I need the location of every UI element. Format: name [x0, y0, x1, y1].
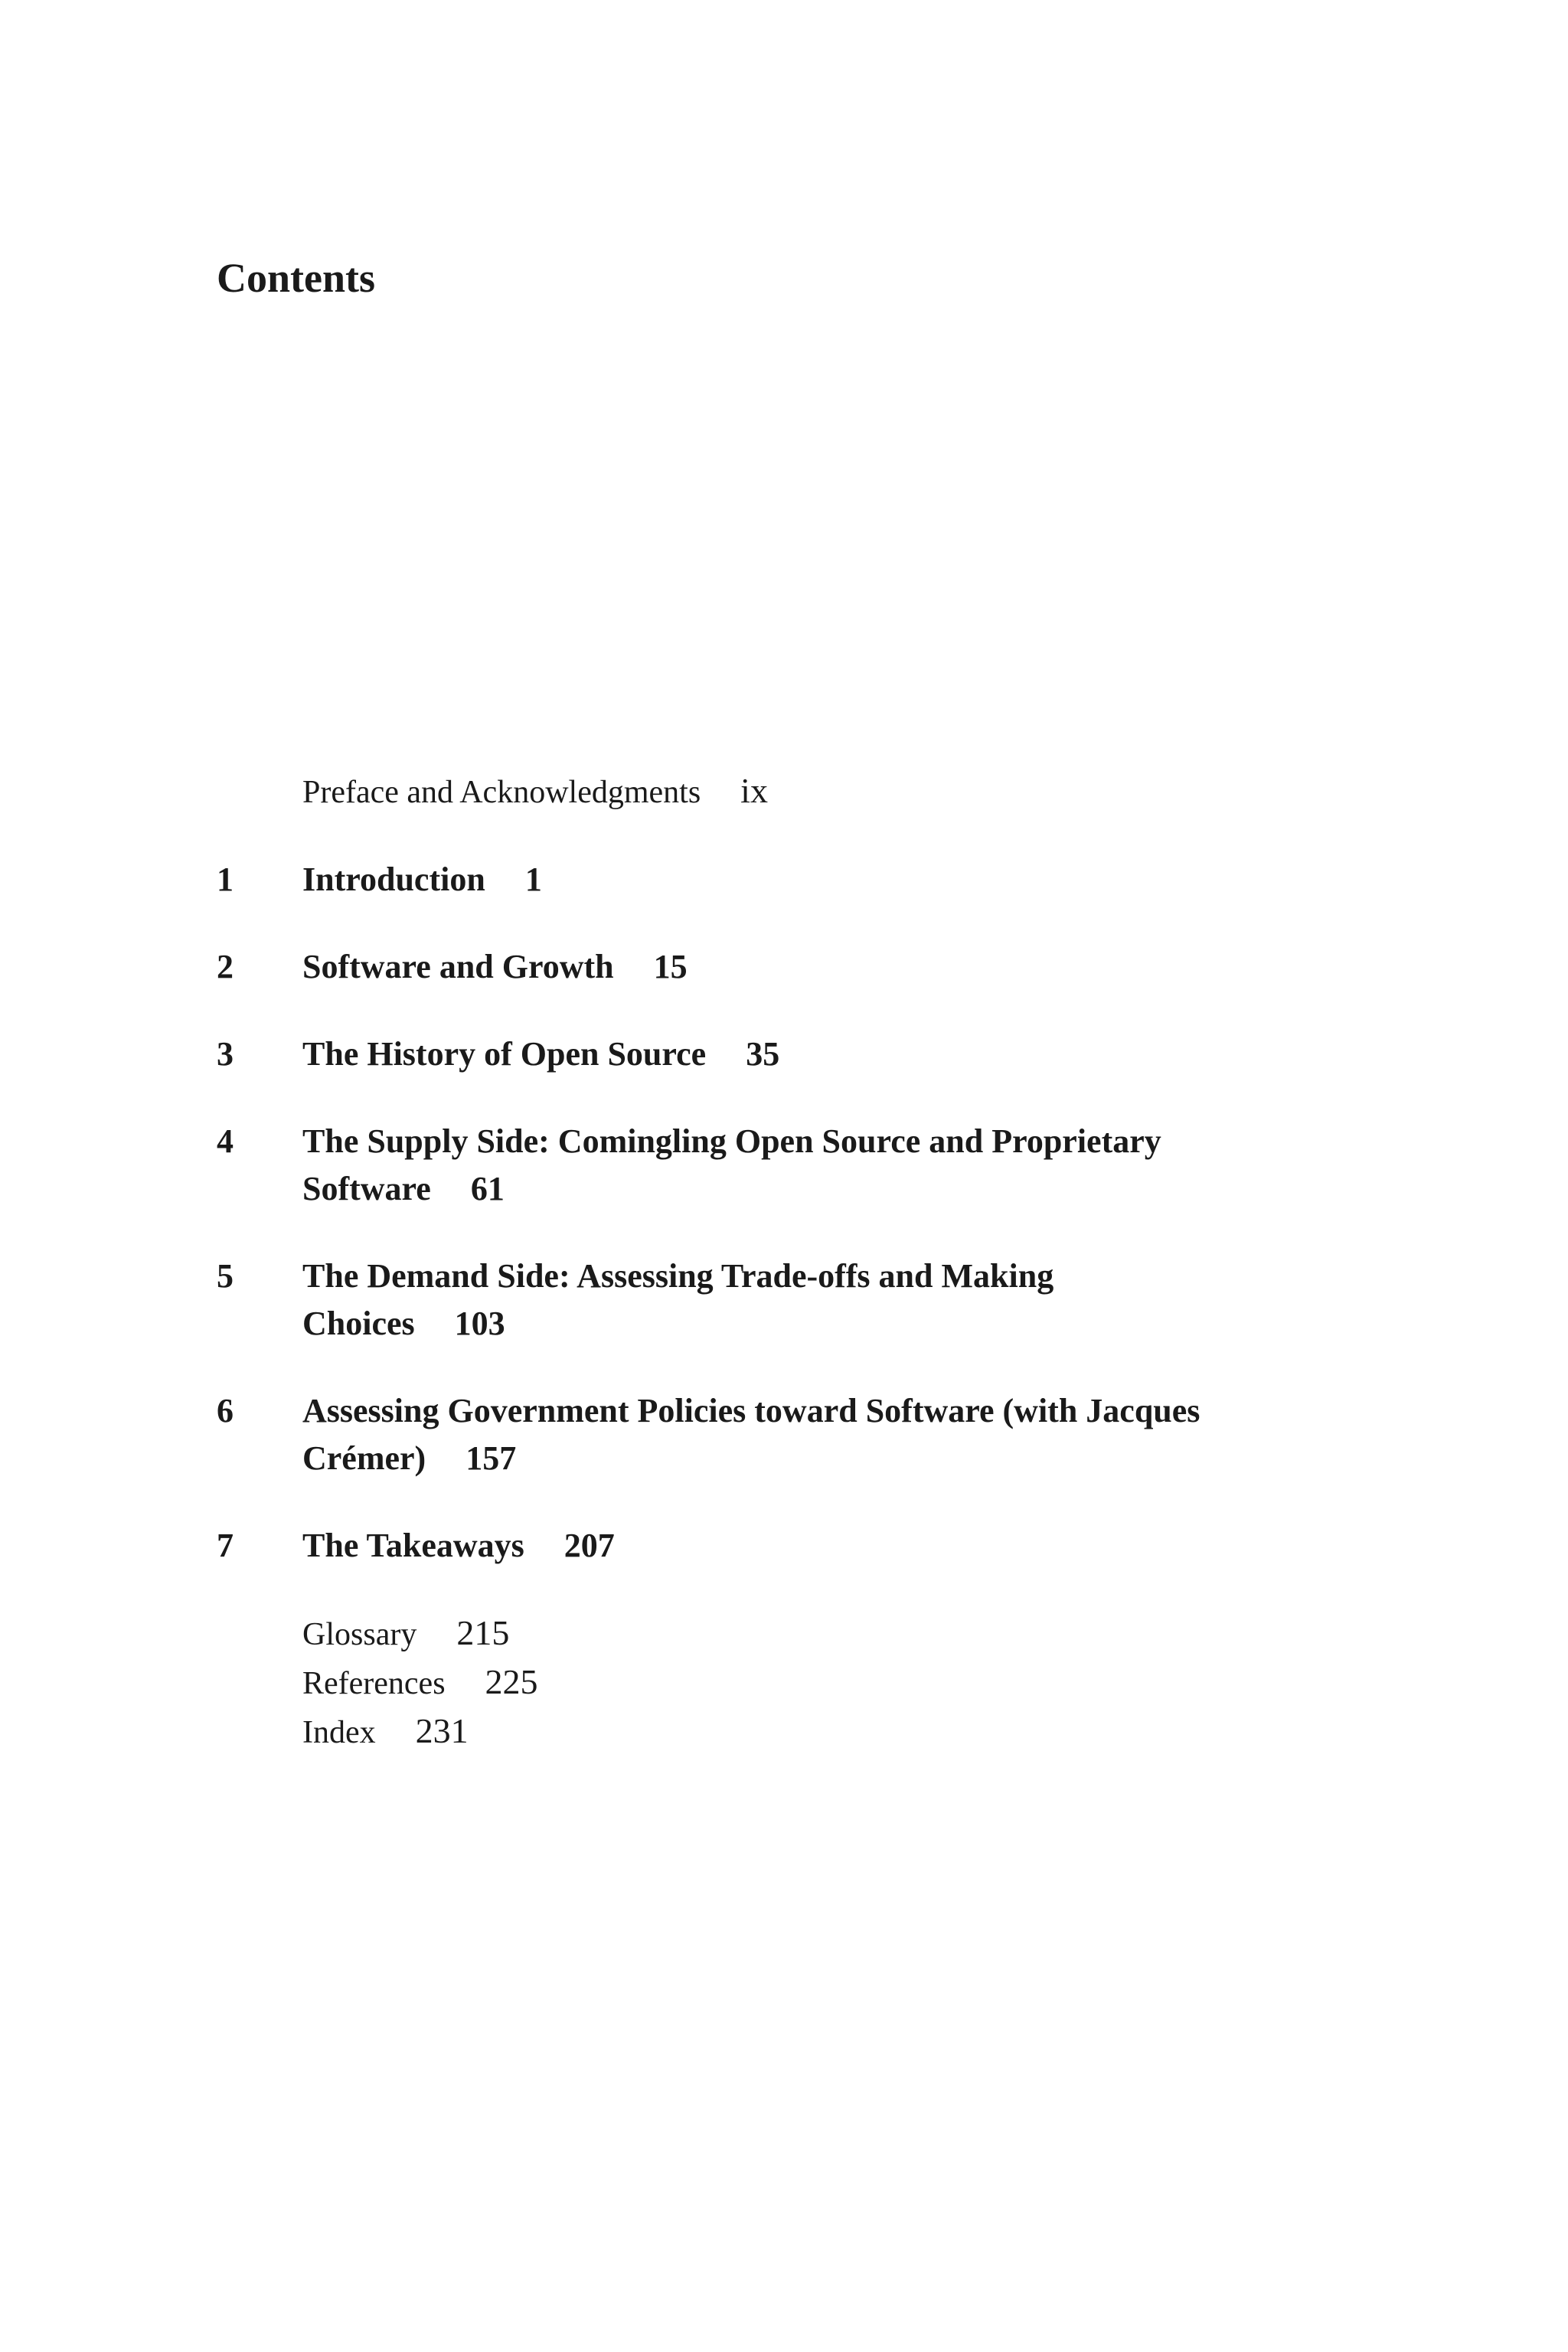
chapter-number: 7 — [217, 1527, 234, 1564]
toc-entry-preface[interactable] — [302, 767, 1411, 816]
entry-title: Index — [302, 1715, 376, 1750]
toc-entry-chapter-7[interactable] — [217, 1522, 1411, 1570]
toc-entry-glossary[interactable] — [302, 1609, 1411, 1658]
entry-title: Preface and Acknowledgments — [302, 775, 701, 810]
chapter-title: Software and Growth — [302, 948, 614, 985]
chapter-number: 5 — [217, 1257, 234, 1295]
entry-page-number: 215 — [456, 1613, 510, 1652]
chapter-title-line-1: The Supply Side: Comingling Open Source and Proprietary — [302, 1122, 1161, 1160]
entry-title: Glossary — [302, 1617, 417, 1652]
chapter-page-number: 15 — [653, 948, 688, 985]
toc-entry-chapter-3[interactable] — [217, 1031, 1411, 1078]
chapter-title: Introduction — [302, 861, 485, 898]
chapter-page-number: 35 — [746, 1035, 780, 1073]
contents-heading: Contents — [217, 255, 376, 301]
chapter-title-line-2: Crémer) — [302, 1439, 426, 1477]
table-of-contents — [217, 767, 1411, 1756]
chapter-title-line-2: Choices — [302, 1305, 415, 1342]
entry-page-number: 225 — [485, 1662, 538, 1701]
toc-entry-chapter-1[interactable] — [217, 856, 1411, 903]
chapter-title-line-1: The Demand Side: Assessing Trade-offs and Making — [302, 1257, 1054, 1295]
chapter-page-number: 1 — [524, 861, 542, 898]
chapter-title-line-2: Software — [302, 1170, 431, 1207]
chapter-title: The Takeaways — [302, 1527, 524, 1564]
chapter-number: 3 — [217, 1035, 234, 1073]
chapter-page-number: 157 — [466, 1439, 517, 1477]
chapter-title-line-1: Assessing Government Policies toward Software (with Jacques — [302, 1392, 1200, 1429]
chapter-number: 1 — [217, 861, 234, 898]
toc-entry-references[interactable] — [302, 1658, 1411, 1707]
entry-page-number: 231 — [415, 1711, 469, 1750]
chapter-page-number: 103 — [454, 1305, 505, 1342]
chapter-page-number: 61 — [470, 1170, 505, 1207]
chapter-title: The History of Open Source — [302, 1035, 707, 1073]
toc-entry-chapter-2[interactable] — [217, 943, 1411, 991]
toc-entry-chapter-6[interactable] — [217, 1387, 1411, 1482]
entry-title: References — [302, 1666, 446, 1701]
chapter-number: 4 — [217, 1122, 234, 1160]
entry-page-number: ix — [740, 771, 768, 810]
toc-entry-chapter-5[interactable] — [217, 1253, 1411, 1348]
toc-entry-chapter-4[interactable] — [217, 1118, 1411, 1213]
chapter-number: 2 — [217, 948, 234, 985]
back-matter-list — [217, 1609, 1411, 1756]
toc-entry-index[interactable] — [302, 1707, 1411, 1756]
chapter-page-number: 207 — [564, 1527, 615, 1564]
chapter-number: 6 — [217, 1392, 234, 1429]
